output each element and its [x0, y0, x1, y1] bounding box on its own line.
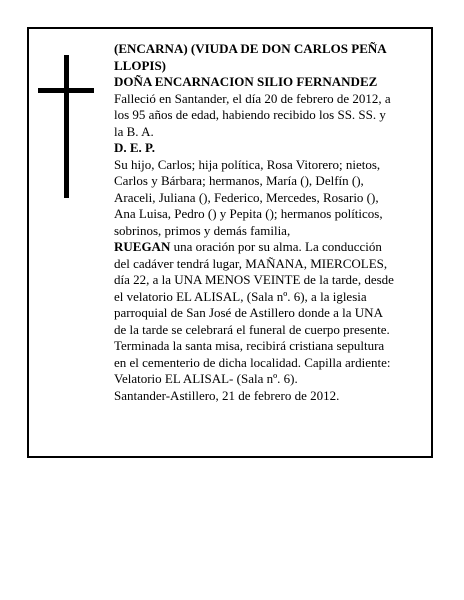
dep-line: D. E. P.	[114, 140, 156, 155]
nickname-line: (ENCARNA) (VIUDA DE DON CARLOS PEÑA LLOPIS)	[114, 41, 386, 73]
place-date: Santander-Astillero, 21 de febrero de 2012.	[114, 387, 340, 403]
ruegan-word: RUEGAN	[114, 239, 171, 254]
deceased-name: DOÑA ENCARNACION SILIO FERNANDEZ	[114, 74, 378, 89]
cross-horizontal-bar	[38, 88, 94, 93]
family-list: Su hijo, Carlos; hija política, Rosa Vitorero; nietos, Carlos y Bárbara; hermanos, María (), Delfín (), Araceli, Juliana (), Federico, Mercedes, Rosario (), Ana Luisa, Pedro () y Pepita (); hermanos políticos, sobrinos, primos y demás familia,	[114, 156, 383, 238]
cross-vertical-bar	[64, 55, 69, 198]
obituary-text	[114, 41, 394, 404]
cross-icon	[38, 55, 94, 198]
death-info: Falleció en Santander, el día 20 de febrero de 2012, a los 95 años de edad, habiendo recibido los SS. SS. y la B. A.	[114, 90, 391, 139]
ruegan-text: una oración por su alma. La conducción del cadáver tendrá lugar, MAÑANA, MIERCOLES, día 22, a la UNA MENOS VEINTE de la tarde, desde el velatorio EL ALISAL, (Sala nº. 6), a la iglesia parroquial de San José de Astillero donde a la UNA de la tarde se celebrará el funeral de cuerpo presente. Terminada la santa misa, recibirá cristiana sepultura en el cementerio de dicha localidad. Capilla ardiente: Velatorio EL ALISAL- (Sala nº. 6).	[114, 239, 394, 386]
ruegan-paragraph	[114, 239, 394, 388]
